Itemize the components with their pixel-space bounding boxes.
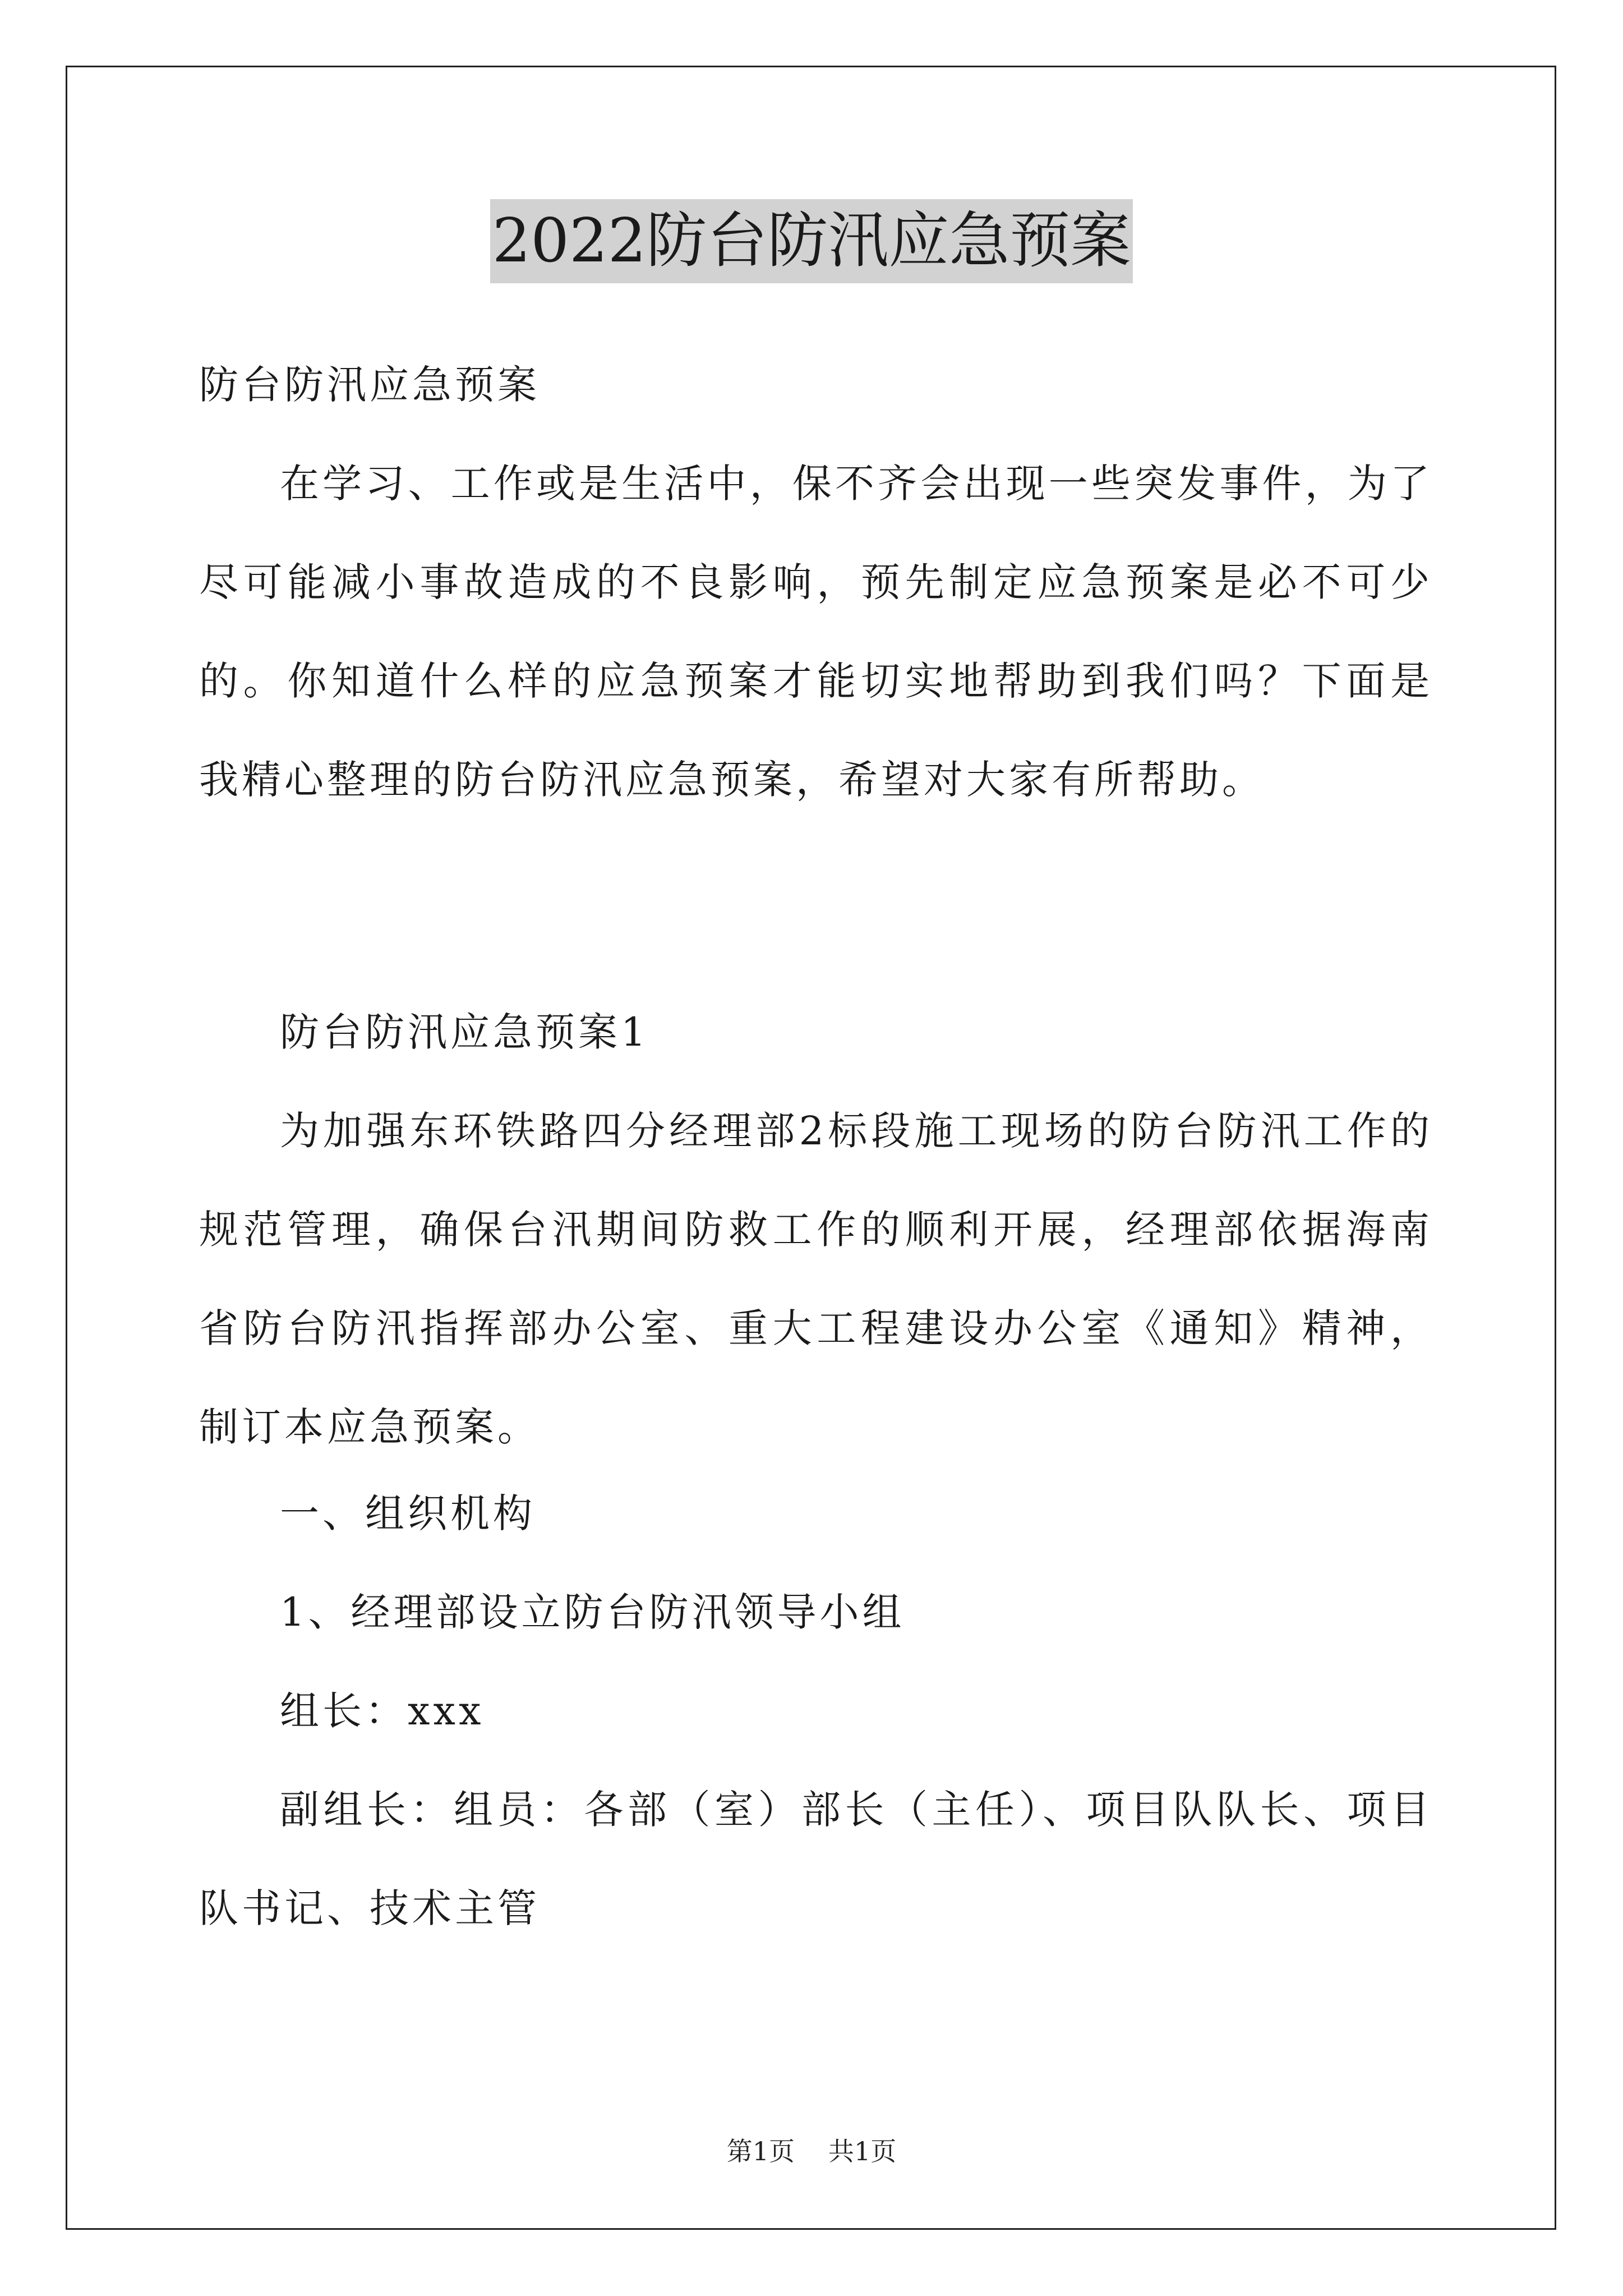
page-number: 第1页	[726, 2136, 795, 2166]
page-total: 共1页	[828, 2136, 897, 2166]
document-title-text: 2022防台防汛应急预案	[490, 199, 1133, 283]
intro-paragraph: 在学习、工作或是生活中，保不齐会出现一些突发事件，为了尽可能减小事故造成的不良影响，预先制定应急预案是必不可少的。你知道什么样的应急预案才能切实地帮助到我们吗？下面是我精心整理的防台防汛应急预案，希望对大家有所帮助。	[199, 461, 1433, 803]
intro-heading: 防台防汛应急预案	[199, 362, 540, 408]
deputy-leader-members-line: 副组长：组员：各部（室）部长（主任）、项目队队长、项目队书记、技术主管	[199, 1787, 1433, 1931]
section-heading-organization: 一、组织机构	[280, 1490, 536, 1536]
group-leader-line: 组长：xxx	[280, 1688, 485, 1734]
document-title	[0, 199, 1623, 283]
page-footer	[0, 2134, 1623, 2168]
subsection-leadership-group: 1、经理部设立防台防汛领导小组	[280, 1589, 905, 1635]
plan-1-paragraph: 为加强东环铁路四分经理部2标段施工现场的防台防汛工作的规范管理，确保台汛期间防救工作的顺利开展，经理部依据海南省防台防汛指挥部办公室、重大工程建设办公室《通知》精神，制订本应急预案。	[199, 1108, 1433, 1450]
section-heading-plan-1: 防台防汛应急预案1	[280, 1009, 649, 1055]
